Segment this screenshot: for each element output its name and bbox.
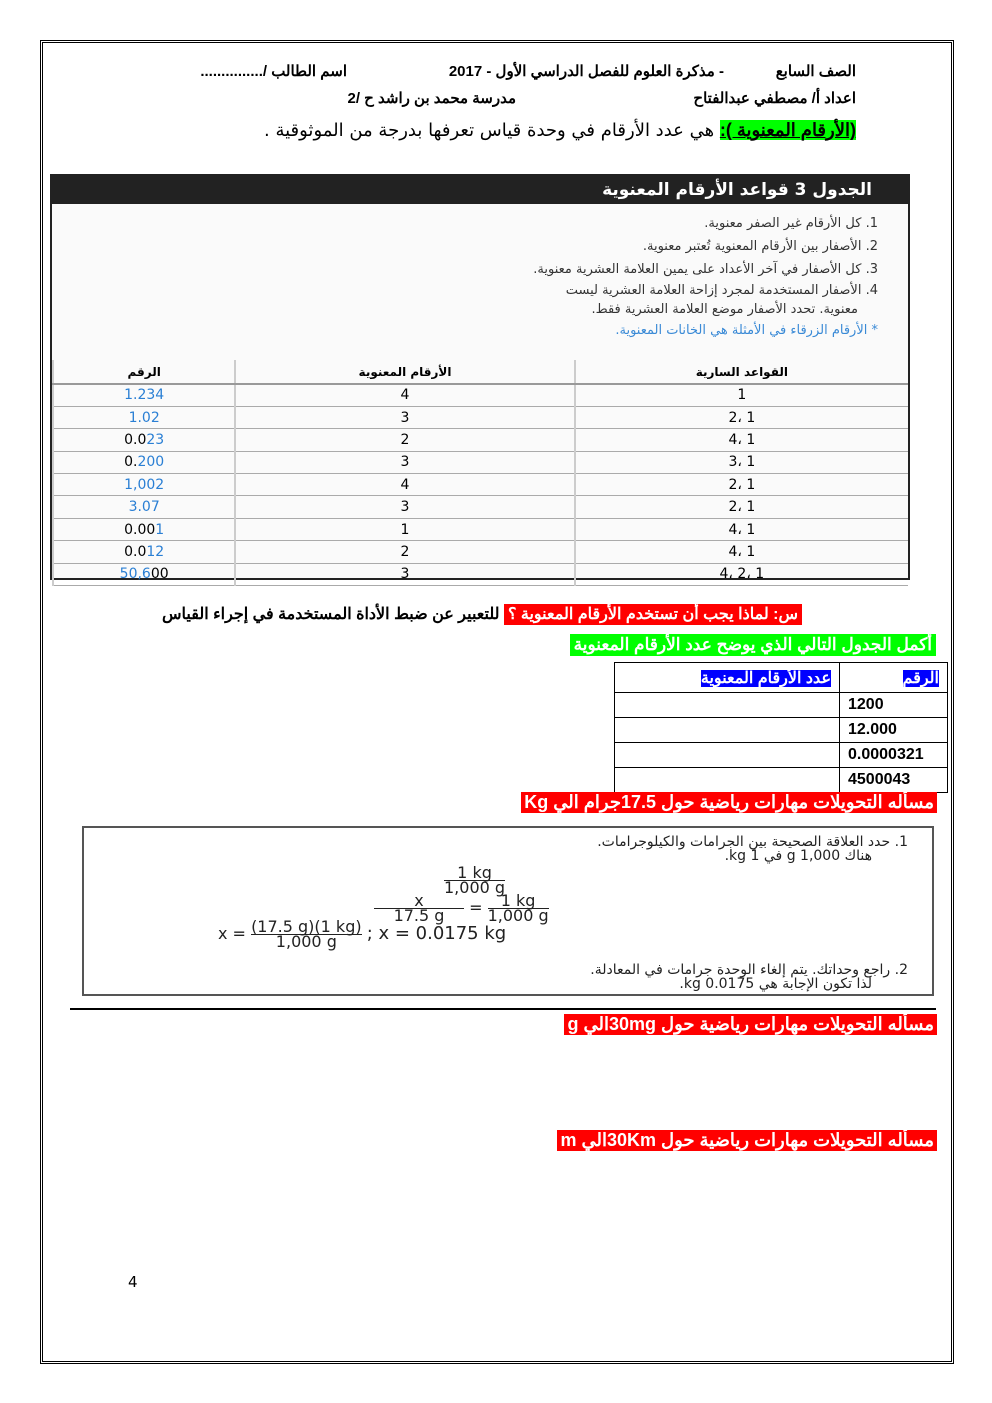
frac1-den: 1,000 g xyxy=(444,878,506,897)
table-row xyxy=(53,406,908,428)
rules-cell: 1 ،2 xyxy=(575,496,908,518)
answer-cell[interactable] xyxy=(615,768,840,793)
number-cell xyxy=(53,518,235,540)
table-row xyxy=(53,518,908,540)
rule: 1. كل الأرقام غير الصفر معنوية. xyxy=(704,216,878,231)
plain-digits: 0.0 xyxy=(124,431,147,448)
frac3-den: 1,000 g xyxy=(487,906,549,925)
rule: 2. الأصفار بين الأرقام المعنوية تُعتبر معنوية. xyxy=(642,239,878,254)
rules-cell: 1 ،4 xyxy=(575,541,908,563)
answer-cell[interactable] xyxy=(615,718,840,743)
count-cell: 1 xyxy=(235,518,574,540)
student-name: اسم الطالب /............... xyxy=(200,63,347,80)
complete-table xyxy=(614,662,948,793)
problem1-title: مسأله التحويلات مهارات رياضية حول 17.5جرام الي Kg xyxy=(521,792,937,813)
header-number: الرقم xyxy=(53,360,235,384)
count-cell: 4 xyxy=(235,384,574,406)
definition-text: هي عدد الأرقام في وحدة قياس تعرفها بدرجة من الموثوقية . xyxy=(264,120,715,141)
frac2-den: 17.5 g xyxy=(393,906,445,925)
rules-cell: 1 xyxy=(575,384,908,406)
definition xyxy=(264,120,856,141)
x-equals: x = xyxy=(218,924,246,943)
count-cell: 2 xyxy=(235,541,574,563)
frac3-num: 1 kg xyxy=(488,894,549,909)
number-cell xyxy=(53,429,235,451)
step1: 1. حدد العلاقة الصحيحة بين الجرامات والكيلوجرامات. xyxy=(597,834,908,850)
number-cell xyxy=(53,474,235,496)
result: ; x = 0.0175 kg xyxy=(366,923,507,944)
number-cell xyxy=(53,563,235,585)
number-cell xyxy=(53,384,235,406)
plain-digits: 0. xyxy=(124,454,138,471)
significant-digits: 12 xyxy=(146,543,165,560)
header-number: الرقم xyxy=(902,669,939,687)
definition-term: (الأرقام المعنوية ): xyxy=(719,120,856,140)
count-cell: 3 xyxy=(235,563,574,585)
number-cell xyxy=(53,541,235,563)
significant-digits: 1 xyxy=(155,521,165,538)
answer-cell[interactable] xyxy=(615,743,840,768)
rules-cell: 1 ،4 xyxy=(575,429,908,451)
count-cell: 3 xyxy=(235,451,574,473)
memo-title: - مذكرة العلوم للفصل الدراسي الأول - 2017 xyxy=(448,63,724,80)
number-cell: 12.000 xyxy=(840,718,948,743)
frac2-num: x xyxy=(374,894,464,909)
step2b: لذا تكون الإجابة هي 0.0175 kg. xyxy=(679,976,872,992)
table-row xyxy=(53,384,908,406)
number-cell: 0.0000321 xyxy=(840,743,948,768)
question xyxy=(162,604,802,624)
significant-digits: 3.07 xyxy=(128,499,160,516)
frac1-num: 1 kg xyxy=(444,866,505,881)
problem2-title: مسأله التحويلات مهارات رياضية حول 30mgالي g xyxy=(564,1014,937,1035)
answer-text: للتعبير عن ضبط الأداة المستخدمة في إجراء القياس xyxy=(162,606,500,623)
step2: 2. راجع وحداتك. يتم إلغاء الوحدة جرامات في المعادلة. xyxy=(590,962,908,978)
table-row xyxy=(53,541,908,563)
count-cell: 3 xyxy=(235,496,574,518)
header-sig-count: عدد الأرقام المعنوية xyxy=(700,669,831,687)
examples-table xyxy=(52,360,908,586)
rules-table-image xyxy=(50,174,910,583)
question-text: س: لماذا يجب أن تستخدم الأرقام المعنوية ؟ xyxy=(504,604,802,625)
complete-table-instruction: أكمل الجدول التالي الذي يوضح عدد الأرقام المعنوية xyxy=(570,634,936,656)
significant-digits: 1,002 xyxy=(124,476,165,493)
rules-title: الجدول 3 قواعد الأرقام المعنوية xyxy=(52,176,908,204)
rule: 3. كل الأصفار في آخر الأعداد على يمين العلامة العشرية معنوية. xyxy=(533,262,878,277)
rules-cell: 1 ،4 xyxy=(575,518,908,540)
divider xyxy=(70,1008,936,1010)
significant-digits: 50,6 xyxy=(119,566,151,583)
prepared-by: اعداد أ/ مصطفي عبدالفتاح xyxy=(693,90,856,107)
grade: الصف السابع xyxy=(775,63,856,80)
significant-digits: 200 xyxy=(137,454,165,471)
header-count: الأرقام المعنوية xyxy=(235,360,574,384)
table-row xyxy=(53,496,908,518)
rules-cell: 1 ،2 xyxy=(575,474,908,496)
solution-image xyxy=(82,826,934,996)
header-rules: القواعد السارية xyxy=(575,360,908,384)
school: مدرسة محمد بن راشد ح /2 xyxy=(347,90,516,107)
table-row xyxy=(53,563,908,585)
page-number: 4 xyxy=(128,1273,138,1291)
significant-digits: 1.02 xyxy=(128,409,160,426)
number-cell xyxy=(53,406,235,428)
table-row xyxy=(53,429,908,451)
rules-cell: 1 ،2 xyxy=(575,406,908,428)
count-cell: 4 xyxy=(235,474,574,496)
plain-digits: 0.00 xyxy=(124,521,156,538)
significant-digits: 1.234 xyxy=(124,387,165,404)
frac4-den: 1,000 g xyxy=(275,932,337,951)
step1b: هناك 1,000 g في 1 kg. xyxy=(724,848,872,864)
table-row xyxy=(53,451,908,473)
count-cell: 3 xyxy=(235,406,574,428)
plain-digits: 0.0 xyxy=(124,543,147,560)
rule: 4. الأصفار المستخدمة لمجرد إزاحة العلامة العشرية ليست xyxy=(565,283,878,298)
number-cell xyxy=(53,451,235,473)
count-cell: 2 xyxy=(235,429,574,451)
rule: معنوية. تحدد الأصفار موضع العلامة العشرية فقط. xyxy=(591,302,858,317)
frac4-num: (17.5 g)(1 kg) xyxy=(251,917,362,936)
plain-digits: 00 xyxy=(150,566,169,583)
rules-note: * الأرقام الزرقاء في الأمثلة هي الخانات المعنوية. xyxy=(615,323,878,338)
significant-digits: 23 xyxy=(146,431,165,448)
problem3-title: مسأله التحويلات مهارات رياضية حول 30Kmالي m xyxy=(557,1130,937,1151)
equals: = xyxy=(469,898,483,917)
number-cell: 4500043 xyxy=(840,768,948,793)
rules-cell: 1 ،3 xyxy=(575,451,908,473)
rules-cell: 1 ،2 ،4 xyxy=(575,563,908,585)
answer-cell[interactable] xyxy=(615,693,840,718)
number-cell: 1200 xyxy=(840,693,948,718)
rules-list xyxy=(52,204,908,342)
number-cell xyxy=(53,496,235,518)
table-row xyxy=(53,474,908,496)
